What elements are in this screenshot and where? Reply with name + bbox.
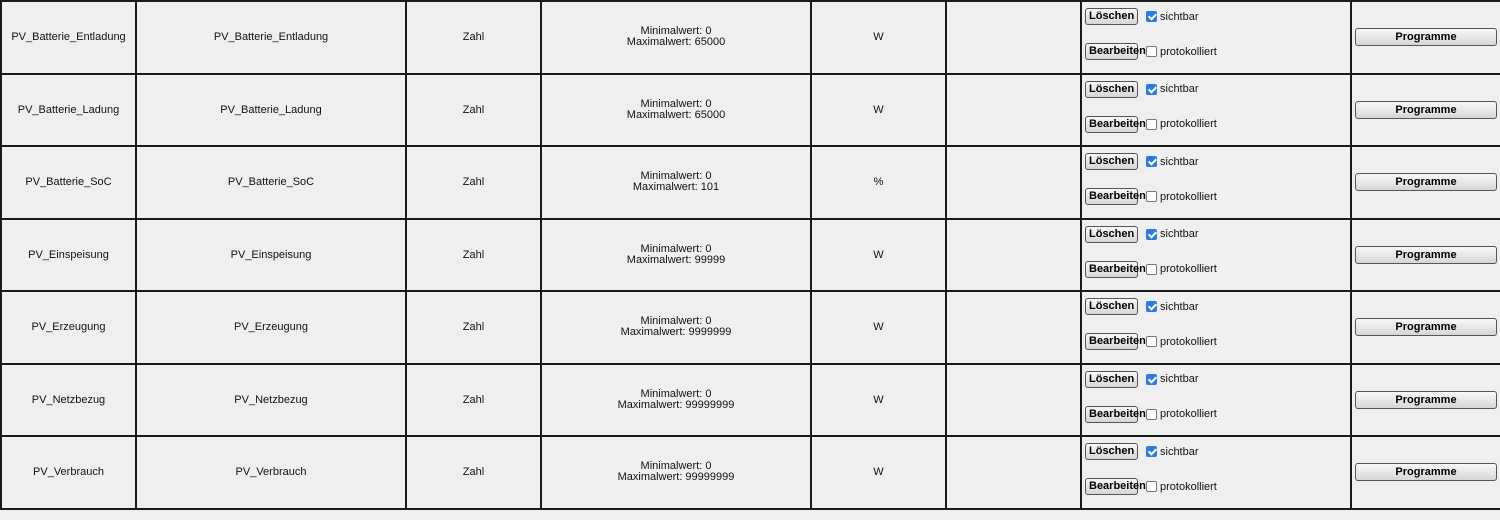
actions-bottom [1085, 115, 1350, 133]
logged-label: protokolliert [1160, 190, 1217, 203]
max-value: Maximalwert: 101 [632, 181, 720, 194]
variable-info [946, 146, 1081, 219]
variable-type [406, 364, 541, 437]
logged-label: protokolliert [1160, 45, 1217, 58]
variable-type-text: Zahl [462, 176, 485, 189]
variable-type [406, 146, 541, 219]
actions-top [1085, 298, 1350, 316]
programs-button[interactable]: Programme [1355, 246, 1497, 264]
actions-bottom [1085, 405, 1350, 423]
visible-label: sichtbar [1160, 373, 1199, 386]
logged-checkbox[interactable] [1146, 336, 1157, 347]
variable-description-text: PV_Batterie_SoC [227, 176, 315, 189]
table-row [1, 219, 1500, 292]
variable-description [136, 364, 406, 437]
variable-description [136, 291, 406, 364]
variable-type-text: Zahl [462, 248, 485, 261]
variable-description-text: PV_Einspeisung [230, 248, 312, 261]
delete-button[interactable]: Löschen [1085, 443, 1138, 460]
variable-unit-text: W [873, 321, 884, 334]
variable-name [1, 364, 136, 437]
programs-cell [1351, 364, 1500, 437]
edit-button[interactable]: Bearbeiten [1085, 188, 1138, 205]
programs-cell [1351, 74, 1500, 147]
programs-cell [1351, 291, 1500, 364]
variable-unit [811, 291, 946, 364]
variable-unit [811, 1, 946, 74]
min-value: Minimalwert: 0 [640, 25, 712, 38]
variable-unit [811, 74, 946, 147]
variable-type [406, 1, 541, 74]
variable-name [1, 74, 136, 147]
variable-unit-text: W [873, 393, 884, 406]
delete-button[interactable]: Löschen [1085, 298, 1138, 315]
actions-cell [1081, 1, 1351, 74]
variable-type-text: Zahl [462, 103, 485, 116]
variable-type [406, 291, 541, 364]
variable-range [541, 146, 811, 219]
logged-checkbox[interactable] [1146, 191, 1157, 202]
variable-unit-text: W [873, 248, 884, 261]
variable-description-text: PV_Erzeugung [234, 321, 308, 334]
programs-button[interactable]: Programme [1355, 28, 1497, 46]
delete-button[interactable]: Löschen [1085, 153, 1138, 170]
edit-button[interactable]: Bearbeiten [1085, 261, 1138, 278]
variable-description-text: PV_Batterie_Entladung [213, 31, 329, 44]
min-value: Minimalwert: 0 [640, 315, 712, 328]
variable-type-text: Zahl [462, 31, 485, 44]
variable-description-text: PV_Netzbezug [234, 393, 308, 406]
variable-name-text: PV_Batterie_Ladung [17, 103, 120, 116]
programs-cell [1351, 436, 1500, 509]
visible-checkbox[interactable] [1146, 11, 1157, 22]
programs-button[interactable]: Programme [1355, 463, 1497, 481]
visible-checkbox[interactable] [1146, 301, 1157, 312]
visible-label: sichtbar [1160, 300, 1199, 313]
actions-cell [1081, 146, 1351, 219]
variable-type [406, 436, 541, 509]
visible-checkbox[interactable] [1146, 374, 1157, 385]
variable-name-text: PV_Einspeisung [28, 248, 109, 261]
max-value: Maximalwert: 99999 [626, 253, 726, 266]
programs-cell [1351, 1, 1500, 74]
variable-range [541, 364, 811, 437]
actions-top [1085, 8, 1350, 26]
variable-info [946, 291, 1081, 364]
visible-label: sichtbar [1160, 445, 1199, 458]
variable-type [406, 74, 541, 147]
edit-button[interactable]: Bearbeiten [1085, 406, 1138, 423]
variable-unit [811, 436, 946, 509]
min-value: Minimalwert: 0 [640, 170, 712, 183]
variable-name-text: PV_Verbrauch [33, 466, 104, 479]
variable-unit-text: W [873, 103, 884, 116]
logged-label: protokolliert [1160, 263, 1217, 276]
min-value: Minimalwert: 0 [640, 242, 712, 255]
delete-button[interactable]: Löschen [1085, 226, 1138, 243]
max-value: Maximalwert: 99999999 [617, 398, 735, 411]
variable-name [1, 219, 136, 292]
edit-button[interactable]: Bearbeiten [1085, 333, 1138, 350]
visible-label: sichtbar [1160, 10, 1199, 23]
logged-label: protokolliert [1160, 335, 1217, 348]
variable-range [541, 219, 811, 292]
visible-checkbox[interactable] [1146, 156, 1157, 167]
variable-description [136, 74, 406, 147]
variable-name [1, 1, 136, 74]
delete-button[interactable]: Löschen [1085, 8, 1138, 25]
variable-range [541, 291, 811, 364]
max-value: Maximalwert: 9999999 [620, 326, 732, 339]
programs-button[interactable]: Programme [1355, 101, 1497, 119]
table-row [1, 364, 1500, 437]
actions-top [1085, 370, 1350, 388]
variable-unit [811, 364, 946, 437]
max-value: Maximalwert: 65000 [626, 36, 726, 49]
variable-info [946, 436, 1081, 509]
actions-cell [1081, 364, 1351, 437]
table-row [1, 146, 1500, 219]
min-value: Minimalwert: 0 [640, 97, 712, 110]
logged-checkbox[interactable] [1146, 119, 1157, 130]
variable-description [136, 1, 406, 74]
actions-bottom [1085, 188, 1350, 206]
edit-button[interactable]: Bearbeiten [1085, 43, 1138, 60]
max-value: Maximalwert: 99999999 [617, 471, 735, 484]
variable-type-text: Zahl [462, 466, 485, 479]
visible-label: sichtbar [1160, 83, 1199, 96]
variable-description-text: PV_Batterie_Ladung [220, 103, 322, 116]
actions-bottom [1085, 43, 1350, 61]
variable-range [541, 436, 811, 509]
delete-button[interactable]: Löschen [1085, 81, 1138, 98]
actions-bottom [1085, 478, 1350, 496]
variable-unit-text: W [873, 31, 884, 44]
actions-top [1085, 80, 1350, 98]
variable-description [136, 436, 406, 509]
variable-range [541, 74, 811, 147]
variable-info [946, 1, 1081, 74]
actions-top [1085, 153, 1350, 171]
variable-name [1, 436, 136, 509]
variable-name-text: PV_Erzeugung [31, 321, 106, 334]
programs-button[interactable]: Programme [1355, 391, 1497, 409]
programs-button[interactable]: Programme [1355, 173, 1497, 191]
variable-description [136, 146, 406, 219]
actions-top [1085, 443, 1350, 461]
variable-type-text: Zahl [462, 321, 485, 334]
variable-unit-text: W [873, 466, 884, 479]
delete-button[interactable]: Löschen [1085, 371, 1138, 388]
actions-cell [1081, 74, 1351, 147]
logged-label: protokolliert [1160, 118, 1217, 131]
variable-name-text: PV_Netzbezug [31, 393, 106, 406]
variable-type-text: Zahl [462, 393, 485, 406]
logged-label: protokolliert [1160, 480, 1217, 493]
logged-checkbox[interactable] [1146, 409, 1157, 420]
programs-button[interactable]: Programme [1355, 318, 1497, 336]
visible-checkbox[interactable] [1146, 446, 1157, 457]
visible-checkbox[interactable] [1146, 229, 1157, 240]
programs-cell [1351, 219, 1500, 292]
min-value: Minimalwert: 0 [640, 387, 712, 400]
variable-name-text: PV_Batterie_SoC [25, 176, 112, 189]
programs-cell [1351, 146, 1500, 219]
variable-range [541, 1, 811, 74]
visible-label: sichtbar [1160, 228, 1199, 241]
visible-label: sichtbar [1160, 155, 1199, 168]
actions-cell [1081, 291, 1351, 364]
logged-checkbox[interactable] [1146, 481, 1157, 492]
variable-name [1, 291, 136, 364]
logged-checkbox[interactable] [1146, 46, 1157, 57]
table-row [1, 74, 1500, 147]
actions-bottom [1085, 260, 1350, 278]
variable-info [946, 364, 1081, 437]
variable-info [946, 219, 1081, 292]
logged-label: protokolliert [1160, 408, 1217, 421]
actions-bottom [1085, 333, 1350, 351]
min-value: Minimalwert: 0 [640, 460, 712, 473]
variable-name [1, 146, 136, 219]
variable-description-text: PV_Verbrauch [235, 466, 307, 479]
table-row [1, 1, 1500, 74]
table-body [1, 1, 1500, 509]
edit-button[interactable]: Bearbeiten [1085, 478, 1138, 495]
actions-cell [1081, 436, 1351, 509]
visible-checkbox[interactable] [1146, 84, 1157, 95]
variable-type [406, 219, 541, 292]
max-value: Maximalwert: 65000 [626, 108, 726, 121]
actions-top [1085, 225, 1350, 243]
variable-unit [811, 219, 946, 292]
variable-name-text: PV_Batterie_Entladung [11, 31, 126, 44]
variable-info [946, 74, 1081, 147]
edit-button[interactable]: Bearbeiten [1085, 116, 1138, 133]
logged-checkbox[interactable] [1146, 264, 1157, 275]
table-row [1, 291, 1500, 364]
variable-description [136, 219, 406, 292]
table-row [1, 436, 1500, 509]
actions-cell [1081, 219, 1351, 292]
variable-unit-text: % [873, 176, 884, 189]
variable-unit [811, 146, 946, 219]
